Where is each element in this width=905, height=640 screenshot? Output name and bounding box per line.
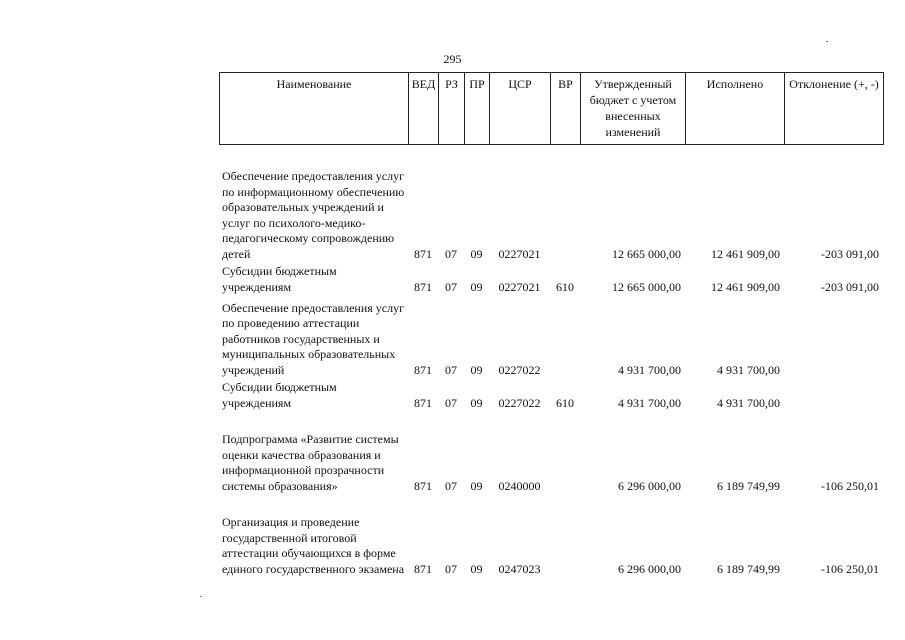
budget-table <box>219 146 883 577</box>
scan-speck <box>200 596 202 597</box>
row-rz: 07 <box>445 279 457 294</box>
row-pr: 09 <box>470 246 483 261</box>
row-deviation: -106 250,01 <box>821 561 879 576</box>
row-executed: 6 189 749,99 <box>717 478 780 493</box>
row-ved: 871 <box>414 246 432 261</box>
header-csr: ЦСР <box>490 73 551 145</box>
row-deviation <box>784 295 883 378</box>
row-executed: 4 931 700,00 <box>717 362 780 377</box>
row-name: Подпрограмма «Развитие системы оценки качества образования и информационной прозрачности системы образования» <box>222 432 399 493</box>
header-ved: ВЕД <box>409 73 439 145</box>
row-rz: 07 <box>445 362 457 377</box>
row-csr: 0240000 <box>498 478 541 493</box>
row-executed: 4 931 700,00 <box>717 395 780 410</box>
row-csr: 0227021 <box>498 246 541 261</box>
row-deviation: -106 250,01 <box>821 478 879 493</box>
row-ved: 871 <box>414 395 432 410</box>
row-csr: 0227022 <box>498 362 541 377</box>
row-ved: 871 <box>414 561 432 576</box>
row-csr: 0227021 <box>498 279 541 294</box>
scan-speck <box>826 41 828 42</box>
row-ved: 871 <box>414 279 432 294</box>
row-deviation: -203 091,00 <box>821 246 879 261</box>
table-row <box>219 146 883 262</box>
row-name: Обеспечение предоставления услуг по проведению аттестации работников государственных и муниципальных образовательных учреждений <box>222 300 405 377</box>
row-rz: 07 <box>445 478 457 493</box>
row-pr: 09 <box>470 362 483 377</box>
row-vr <box>550 295 580 378</box>
header-executed: Исполнено <box>686 73 785 145</box>
table-row <box>219 295 883 378</box>
row-rz: 07 <box>445 561 457 576</box>
row-approved: 4 931 700,00 <box>618 362 681 377</box>
header-pr: ПР <box>465 73 490 145</box>
table-row <box>219 378 883 411</box>
row-pr: 09 <box>470 478 483 493</box>
table-row <box>219 494 883 577</box>
row-approved: 12 665 000,00 <box>612 246 681 261</box>
row-name: Субсидии бюджетным учреждениям <box>222 380 337 410</box>
header-name: Наименование <box>220 73 409 145</box>
row-vr: 610 <box>556 395 574 410</box>
row-executed: 12 461 909,00 <box>711 279 780 294</box>
row-approved: 6 296 000,00 <box>618 561 681 576</box>
row-deviation: -203 091,00 <box>821 279 879 294</box>
row-name: Организация и проведение государственной итоговой аттестации обучающихся в форме единого государственного экзамена <box>222 515 405 576</box>
row-pr: 09 <box>470 279 483 294</box>
header-rz: РЗ <box>439 73 465 145</box>
row-vr: 610 <box>556 279 574 294</box>
row-pr: 09 <box>470 395 483 410</box>
row-executed: 12 461 909,00 <box>711 246 780 261</box>
row-deviation <box>784 378 883 411</box>
row-executed: 6 189 749,99 <box>717 561 780 576</box>
row-approved: 12 665 000,00 <box>612 279 681 294</box>
row-vr <box>550 494 580 577</box>
row-rz: 07 <box>445 246 457 261</box>
row-vr <box>550 411 580 494</box>
table-header <box>219 72 884 145</box>
table-row <box>219 411 883 494</box>
row-name: Субсидии бюджетным учреждениям <box>222 264 337 294</box>
header-vr: ВР <box>551 73 581 145</box>
row-approved: 6 296 000,00 <box>618 478 681 493</box>
header-approved: Утвержденный бюджет с учетом внесенных изменений <box>581 73 686 145</box>
row-ved: 871 <box>414 362 432 377</box>
row-vr <box>550 146 580 262</box>
row-pr: 09 <box>470 561 483 576</box>
row-name: Обеспечение предоставления услуг по информационному обеспечению образовательных учреждений и услуг по психолого-медико-педагогическому сопровождению детей <box>222 169 405 261</box>
row-approved: 4 931 700,00 <box>618 395 681 410</box>
header-deviation: Отклонение (+, -) <box>785 73 884 145</box>
table-row <box>219 262 883 295</box>
row-ved: 871 <box>414 478 432 493</box>
page-number: 295 <box>443 52 462 66</box>
row-csr: 0247023 <box>498 561 541 576</box>
row-csr: 0227022 <box>498 395 541 410</box>
row-rz: 07 <box>445 395 457 410</box>
